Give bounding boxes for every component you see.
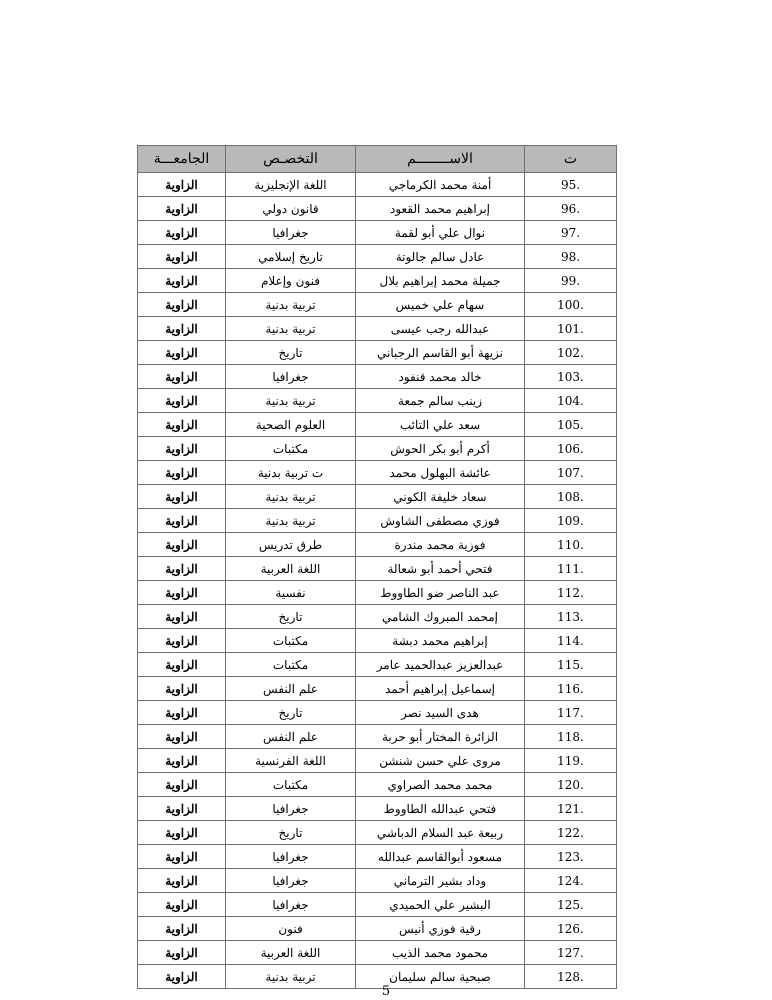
number-cell [525,797,617,821]
number-cell [525,197,617,221]
specialization-cell: جغرافيا [226,893,356,917]
number-cell [525,677,617,701]
specialization-cell: مكتبات [226,653,356,677]
row-number: 112. [557,585,584,600]
name-cell: عبدالله رجب عيسى [356,317,525,341]
specialization-cell: العلوم الصحية [226,413,356,437]
university-cell: الزاوية [138,461,226,485]
table-row [138,341,617,365]
row-number: 123. [557,849,584,864]
row-number: 107. [557,465,584,480]
number-cell [525,917,617,941]
table-row [138,797,617,821]
number-cell [525,461,617,485]
name-cell: خالد محمد قنفود [356,365,525,389]
header-name: الاســــــــم [356,146,525,173]
university-cell: الزاوية [138,173,226,197]
specialization-cell: تاريخ [226,605,356,629]
university-cell: الزاوية [138,533,226,557]
row-number: 106. [557,441,584,456]
number-cell [525,245,617,269]
university-cell: الزاوية [138,821,226,845]
name-cell: جميلة محمد إبراهيم بلال [356,269,525,293]
number-cell [525,437,617,461]
roster-table [137,145,617,989]
specialization-cell: ت تربية بدنية [226,461,356,485]
table-row [138,221,617,245]
name-cell: محمد محمد الصراوي [356,773,525,797]
university-cell: الزاوية [138,893,226,917]
table-row [138,581,617,605]
specialization-cell: تاريخ إسلامي [226,245,356,269]
number-cell [525,581,617,605]
number-cell [525,941,617,965]
university-cell: الزاوية [138,917,226,941]
university-cell: الزاوية [138,389,226,413]
specialization-cell: جغرافيا [226,845,356,869]
university-cell: الزاوية [138,581,226,605]
name-cell: زينب سالم جمعة [356,389,525,413]
number-cell [525,869,617,893]
table-row [138,461,617,485]
row-number: 119. [557,753,584,768]
name-cell: سعاد خليفة الكوني [356,485,525,509]
table-row [138,917,617,941]
row-number: 109. [557,513,584,528]
table-row [138,269,617,293]
name-cell: سهام علي خميس [356,293,525,317]
row-number: 95. [560,177,581,192]
name-cell: فتحي أحمد أبو شعالة [356,557,525,581]
table-row [138,605,617,629]
table-row [138,821,617,845]
table-row [138,629,617,653]
number-cell [525,317,617,341]
name-cell: صبحية سالم سليمان [356,965,525,989]
page-number: 5 [381,984,391,999]
header-number: ت [525,146,617,173]
row-number: 99. [560,273,581,288]
name-cell: أكرم أبو بكر الحوش [356,437,525,461]
table-row [138,389,617,413]
name-cell: مسعود أبوالقاسم عبدالله [356,845,525,869]
row-number: 96. [560,201,581,216]
number-cell [525,365,617,389]
row-number: 98. [560,249,581,264]
university-cell: الزاوية [138,797,226,821]
specialization-cell: تربية بدنية [226,485,356,509]
university-cell: الزاوية [138,245,226,269]
name-cell: فوزي مصطفى الشاوش [356,509,525,533]
university-cell: الزاوية [138,677,226,701]
name-cell: فوزية محمد مندرة [356,533,525,557]
number-cell [525,725,617,749]
table-header [138,146,617,173]
number-cell [525,533,617,557]
specialization-cell: تاريخ [226,701,356,725]
table-row [138,653,617,677]
row-number: 118. [557,729,584,744]
name-cell: إبراهيم محمد القعود [356,197,525,221]
university-cell: الزاوية [138,485,226,509]
table-row [138,437,617,461]
name-cell: وداد بشير الترماني [356,869,525,893]
specialization-cell: مكتبات [226,437,356,461]
table-row [138,485,617,509]
row-number: 117. [557,705,584,720]
table-row [138,293,617,317]
table-row [138,413,617,437]
table-row [138,173,617,197]
row-number: 110. [557,537,584,552]
table-row [138,773,617,797]
specialization-cell: تاريخ [226,821,356,845]
number-cell [525,485,617,509]
row-number: 104. [557,393,584,408]
row-number: 115. [557,657,584,672]
row-number: 97. [560,225,581,240]
number-cell [525,557,617,581]
specialization-cell: اللغة العربية [226,557,356,581]
name-cell: فتحي عبدالله الطاووط [356,797,525,821]
table-row [138,725,617,749]
number-cell [525,749,617,773]
name-cell: أمنة محمد الكرماجي [356,173,525,197]
name-cell: إمحمد المبروك الشامي [356,605,525,629]
university-cell: الزاوية [138,221,226,245]
name-cell: مروى علي حسن شنشن [356,749,525,773]
row-number: 121. [557,801,584,816]
row-number: 108. [557,489,584,504]
university-cell: الزاوية [138,605,226,629]
name-cell: سعد علي التائب [356,413,525,437]
name-cell: البشير علي الحميدي [356,893,525,917]
specialization-cell: فنون وإعلام [226,269,356,293]
university-cell: الزاوية [138,773,226,797]
name-cell: عادل سالم جالوتة [356,245,525,269]
specialization-cell: جغرافيا [226,869,356,893]
table-row [138,197,617,221]
university-cell: الزاوية [138,653,226,677]
specialization-cell: مكتبات [226,773,356,797]
row-number: 105. [557,417,584,432]
number-cell [525,773,617,797]
table-row [138,749,617,773]
specialization-cell: اللغة العربية [226,941,356,965]
university-cell: الزاوية [138,317,226,341]
specialization-cell: نفسية [226,581,356,605]
number-cell [525,269,617,293]
header-university: الجامعـــة [138,146,226,173]
university-cell: الزاوية [138,749,226,773]
number-cell [525,821,617,845]
name-cell: عائشة البهلول محمد [356,461,525,485]
specialization-cell: فنون [226,917,356,941]
number-cell [525,173,617,197]
table-row [138,365,617,389]
number-cell [525,845,617,869]
name-cell: هدى السيد نصر [356,701,525,725]
university-cell: الزاوية [138,845,226,869]
row-number: 128. [557,969,584,984]
name-cell: ربيعة عبد السلام الدباشي [356,821,525,845]
name-cell: نزيهة أبو القاسم الرجباني [356,341,525,365]
university-cell: الزاوية [138,437,226,461]
table-body [138,173,617,989]
row-number: 111. [557,561,584,576]
university-cell: الزاوية [138,629,226,653]
row-number: 125. [557,897,584,912]
row-number: 126. [557,921,584,936]
number-cell [525,629,617,653]
name-cell: إبراهيم محمد دبشة [356,629,525,653]
specialization-cell: تاريخ [226,341,356,365]
specialization-cell: جغرافيا [226,365,356,389]
number-cell [525,893,617,917]
table-row [138,245,617,269]
table-row [138,869,617,893]
name-cell: عبدالعزيز عبدالحميد عامر [356,653,525,677]
name-cell: نوال علي أبو لقمة [356,221,525,245]
specialization-cell: علم النفس [226,677,356,701]
university-cell: الزاوية [138,965,226,989]
row-number: 113. [557,609,584,624]
university-cell: الزاوية [138,293,226,317]
university-cell: الزاوية [138,269,226,293]
specialization-cell: تربية بدنية [226,509,356,533]
university-cell: الزاوية [138,509,226,533]
table-row [138,701,617,725]
number-cell [525,389,617,413]
university-cell: الزاوية [138,413,226,437]
specialization-cell: علم النفس [226,725,356,749]
specialization-cell: تربية بدنية [226,389,356,413]
number-cell [525,221,617,245]
specialization-cell: تربية بدنية [226,317,356,341]
number-cell [525,605,617,629]
table-row [138,509,617,533]
number-cell [525,701,617,725]
table-row [138,845,617,869]
specialization-cell: اللغة الإنجليزية [226,173,356,197]
row-number: 120. [557,777,584,792]
specialization-cell: جغرافيا [226,221,356,245]
table-row [138,677,617,701]
university-cell: الزاوية [138,869,226,893]
header-specialization: التخصـص [226,146,356,173]
row-number: 102. [557,345,584,360]
number-cell [525,509,617,533]
university-cell: الزاوية [138,941,226,965]
specialization-cell: جغرافيا [226,797,356,821]
university-cell: الزاوية [138,197,226,221]
table-row [138,941,617,965]
specialization-cell: قانون دولي [226,197,356,221]
university-cell: الزاوية [138,701,226,725]
table-row [138,893,617,917]
table-row [138,557,617,581]
table-row [138,533,617,557]
name-cell: الزائرة المختار أبو حربة [356,725,525,749]
university-cell: الزاوية [138,365,226,389]
number-cell [525,341,617,365]
header-row [138,146,617,173]
specialization-cell: مكتبات [226,629,356,653]
number-cell [525,413,617,437]
number-cell [525,293,617,317]
row-number: 101. [557,321,584,336]
table-row [138,317,617,341]
row-number: 127. [557,945,584,960]
number-cell [525,653,617,677]
university-cell: الزاوية [138,341,226,365]
name-cell: إسماعيل إبراهيم أحمد [356,677,525,701]
university-cell: الزاوية [138,557,226,581]
specialization-cell: تربية بدنية [226,293,356,317]
row-number: 116. [557,681,584,696]
specialization-cell: طرق تدريس [226,533,356,557]
university-cell: الزاوية [138,725,226,749]
row-number: 124. [557,873,584,888]
row-number: 100. [557,297,584,312]
name-cell: رقية فوزي أنيس [356,917,525,941]
row-number: 114. [557,633,584,648]
row-number: 103. [557,369,584,384]
specialization-cell: اللغة الفرنسية [226,749,356,773]
row-number: 122. [557,825,584,840]
name-cell: عبد الناصر ضو الطاووط [356,581,525,605]
specialization-cell: تربية بدنية [226,965,356,989]
name-cell: محمود محمد الذيب [356,941,525,965]
